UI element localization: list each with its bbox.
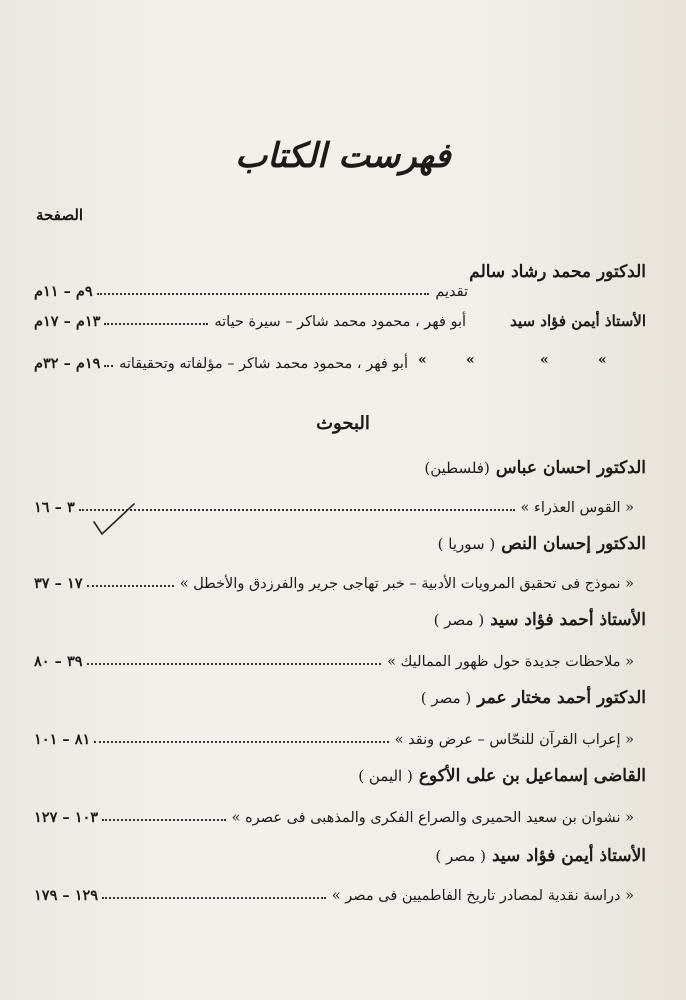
entry-title: أبو فهر ، محمود محمد شاكر – مؤلفاته وتحقيقاته <box>119 356 408 372</box>
ditto-mark: « <box>598 352 607 368</box>
research-author <box>435 846 646 866</box>
page-range: ١٠٣ – ١٢٧ <box>34 809 99 826</box>
entry-title: « ملاحظات جديدة حول ظهور المماليك » <box>387 654 634 670</box>
page-range: ١٧ – ٣٧ <box>34 575 83 592</box>
page-range: ١٢٩ – ١٧٩ <box>34 887 99 904</box>
ditto-mark: « <box>540 352 549 368</box>
author-name: الأستاذ أيمن فؤاد سيد <box>491 846 646 866</box>
intro-author: الأستاذ أيمن فؤاد سيد <box>510 312 646 330</box>
page-range: ٣ – ١٦ <box>34 499 75 516</box>
toc-entry <box>34 570 646 592</box>
entry-title: « إعراب القرآن للنحّاس – عرض ونقد » <box>394 732 634 748</box>
author-country: (فلسطين) <box>424 459 490 477</box>
entry-title: « نشوان بن سعيد الحميرى والصراع الفكرى والمذهبى فى عصره » <box>231 810 634 826</box>
ditto-mark: « <box>418 352 427 368</box>
section-heading: البحوث <box>316 413 370 434</box>
author-country: ( اليمن ) <box>358 767 413 785</box>
page-range: ١٣م – ١٧م <box>34 313 101 330</box>
dot-leader <box>102 819 226 821</box>
toc-entry <box>34 648 646 670</box>
handwritten-check-mark <box>92 500 136 540</box>
dot-leader <box>79 509 515 511</box>
ditto-mark: « <box>466 352 475 368</box>
author-name: القاضى إسماعيل بن على الأكوع <box>418 766 646 786</box>
dot-leader <box>104 365 113 367</box>
dot-leader <box>87 585 174 587</box>
toc-entry <box>34 726 646 748</box>
dot-leader <box>102 897 326 899</box>
toc-entry <box>34 350 646 372</box>
entry-title: « نموذج فى تحقيق المرويات الأدبية – خبر تهاجى جرير والفرزدق والأخطل » <box>179 576 634 592</box>
dot-leader <box>87 663 382 665</box>
author-name: الدكتور أحمد مختار عمر <box>477 688 646 708</box>
research-author <box>421 688 646 708</box>
entry-title: تقديم <box>435 284 468 300</box>
page-range: ٩م – ١١م <box>34 283 93 300</box>
research-author <box>438 534 646 554</box>
author-name: الدكتور احسان عباس <box>495 458 646 478</box>
page-column-label: الصفحة <box>36 206 84 224</box>
page-range: ٨١ – ١٠١ <box>34 731 91 748</box>
page-range: ٣٩ – ٨٠ <box>34 653 83 670</box>
page-range: ١٩م – ٣٢م <box>34 355 101 372</box>
dot-leader <box>97 293 430 295</box>
author-name: الأستاذ أحمد فؤاد سيد <box>490 610 646 630</box>
author-country: ( مصر ) <box>420 689 472 707</box>
dot-leader <box>104 323 208 325</box>
toc-entry <box>34 882 646 904</box>
author-name: الدكتور إحسان النص <box>501 534 646 554</box>
entry-title: « القوس العذراء » <box>520 500 634 516</box>
author-country: ( مصر ) <box>435 847 486 865</box>
research-author <box>424 458 646 478</box>
entry-title: أبو فهر ، محمود محمد شاكر – سيرة حياته <box>214 314 467 330</box>
research-author <box>434 610 646 630</box>
toc-entry <box>34 278 646 300</box>
toc-entry <box>34 804 646 826</box>
research-author <box>358 766 646 786</box>
author-country: ( سوريا ) <box>437 535 496 553</box>
intro-author: الدكتور محمد رشاد سالم <box>469 262 646 282</box>
page-title: فهرست الكتاب <box>235 136 451 176</box>
entry-title: « دراسة نقدية لمصادر تاريخ الفاطميين فى مصر » <box>331 888 634 904</box>
dot-leader <box>94 741 388 743</box>
toc-entry <box>34 308 646 330</box>
author-country: ( مصر ) <box>433 611 485 629</box>
